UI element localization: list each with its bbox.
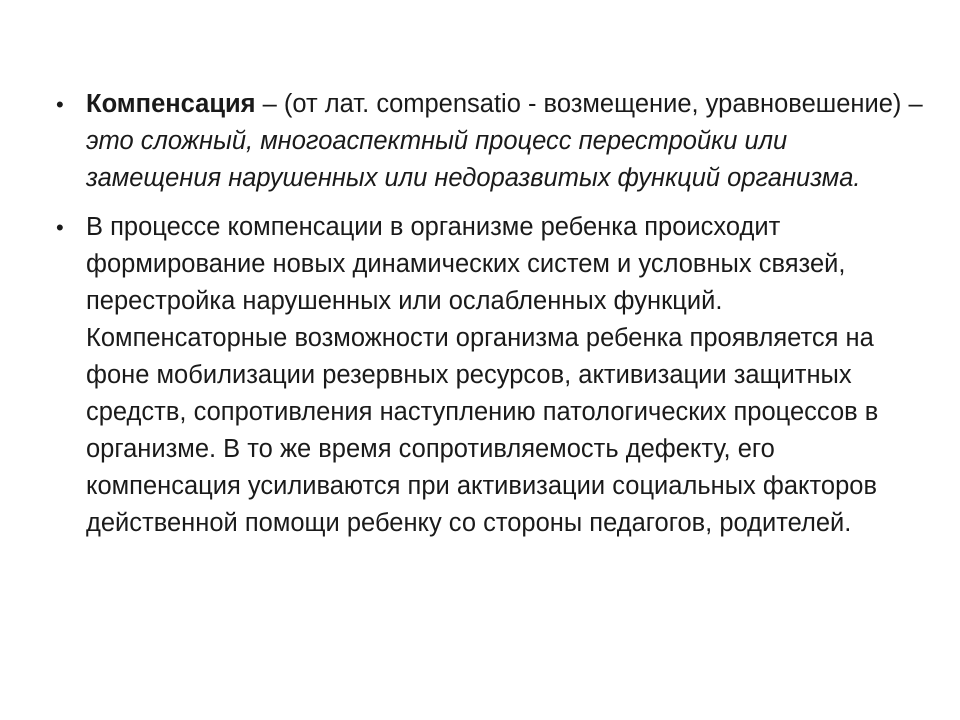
- bullet-marker-icon: •: [56, 215, 64, 240]
- bullet-marker-icon: •: [56, 92, 64, 117]
- bullet-list: [56, 86, 926, 554]
- definition-text: это сложный, многоаспектный процесс перестройки или замещения нарушенных или недоразвитых функций организма.: [86, 127, 861, 192]
- definition-etymology: – (от лат. compensatio - возмещение, уравновешение) –: [255, 90, 923, 118]
- bullet-item-process: [56, 209, 926, 542]
- definition-term: Компенсация: [86, 90, 256, 118]
- process-description: В процессе компенсации в организме ребенка происходит формирование новых динамических систем и условных связей, перестройка нарушенных или ослабленных функций. Компенсаторные возможности организма ребенка проявляется на фоне мобилизации резервных ресурсов, активизации защитных средств, сопротивления наступлению патологических процессов в организме. В то же время сопротивляемость дефекту, его компенсация усиливаются при активизации социальных факторов действенной помощи ребенку со стороны педагогов, родителей.: [86, 213, 879, 537]
- bullet-item-definition: [56, 86, 926, 197]
